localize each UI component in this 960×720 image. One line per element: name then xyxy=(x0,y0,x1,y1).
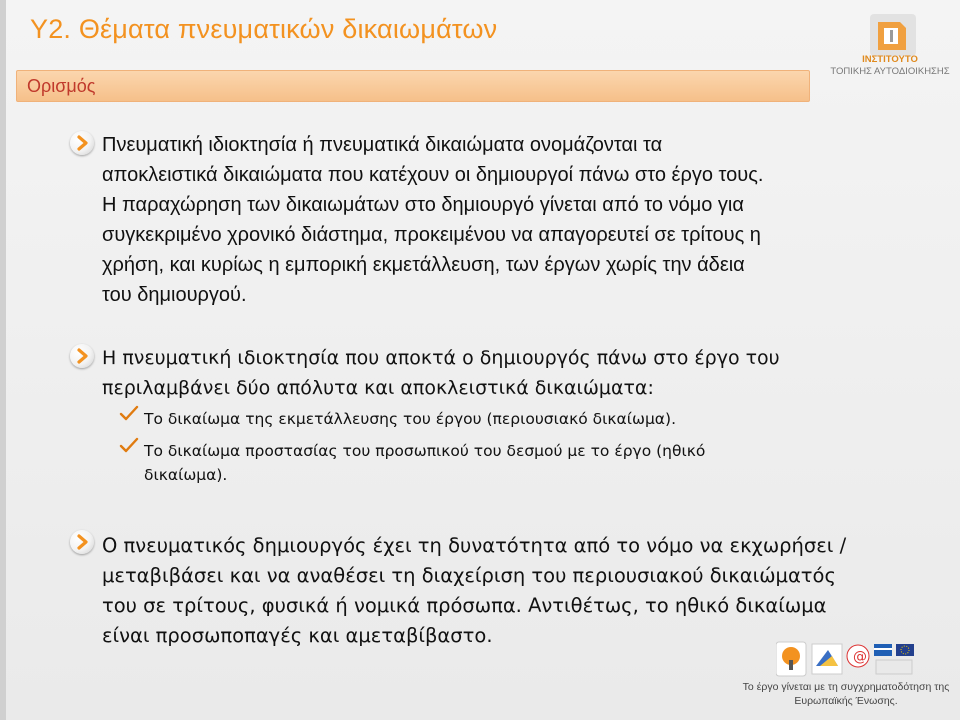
paragraph-transfer: Ο πνευματικός δημιουργός έχει τη δυνατότητα από το νόμο να εκχωρήσει / μεταβιβάσει και να αναθέσει τη διαχείριση του περιουσιακού δικαιώματός του σε τρίτους, φυσικά ή νομικά πρόσωπα. Αντιθέτως, το ηθικό δικαίωμα είναι προσωποπαγές και αμεταβίβαστο. xyxy=(102,534,847,647)
cofunding-note: Το έργο γίνεται με τη συγχρηματοδότηση της Ευρωπαϊκής Ένωσης. xyxy=(742,681,950,707)
arrow-bullet-icon xyxy=(70,344,94,368)
svg-text:@: @ xyxy=(853,649,867,665)
institute-logo-text: ΙΝΣΤΙΤΟΥΤΟ ΤΟΠΙΚΗΣ ΑΥΤΟΔΙΟΙΚΗΣΗΣ xyxy=(830,54,950,77)
checkmark-icon xyxy=(118,436,140,456)
section-header-bar xyxy=(16,70,810,102)
checkmark-icon xyxy=(118,404,140,424)
sub-item-economic-right: Το δικαίωμα της εκμετάλλευσης του έργου (περιουσιακό δικαίωμα). xyxy=(144,410,676,428)
institute-logo-icon xyxy=(828,10,958,90)
arrow-bullet-icon xyxy=(70,530,94,554)
sub-item-moral-right: Το δικαίωμα προστασίας του προσωπικού του δεσμού με το έργο (ηθικό δικαίωμα). xyxy=(144,442,706,484)
paragraph-definition-cont: αποκλειστικά δικαιώματα που κατέχουν οι δημιουργοί πάνω στο έργο τους. Η παραχώρηση των δικαιωμάτων στο δημιουργό γίνεται από το νόμο για συγκεκριμένο χρονικό διάστημα, προκειμένου να απαγορευτεί σε τρίτους η χρήση, και κυρίως η εμπορική εκμετάλλευση, των έργων χωρίς την άδεια του δημιουργού. xyxy=(102,164,764,306)
section-label: Ορισμός xyxy=(27,76,96,96)
paragraph-definition: Πνευματική ιδιοκτησία ή πνευματικά δικαιώματα ονομάζονται τα xyxy=(102,134,663,156)
slide-title: Υ2. Θέματα πνευματικών δικαιωμάτων xyxy=(30,14,498,44)
arrow-bullet-icon xyxy=(70,131,94,155)
paragraph-rights: Η πνευματική ιδιοκτησία που αποκτά ο δημιουργός πάνω στο έργο του περιλαμβάνει δύο απόλυτα και αποκλειστικά δικαιώματα: xyxy=(102,347,780,399)
cofunding-logos-icon xyxy=(776,640,916,680)
